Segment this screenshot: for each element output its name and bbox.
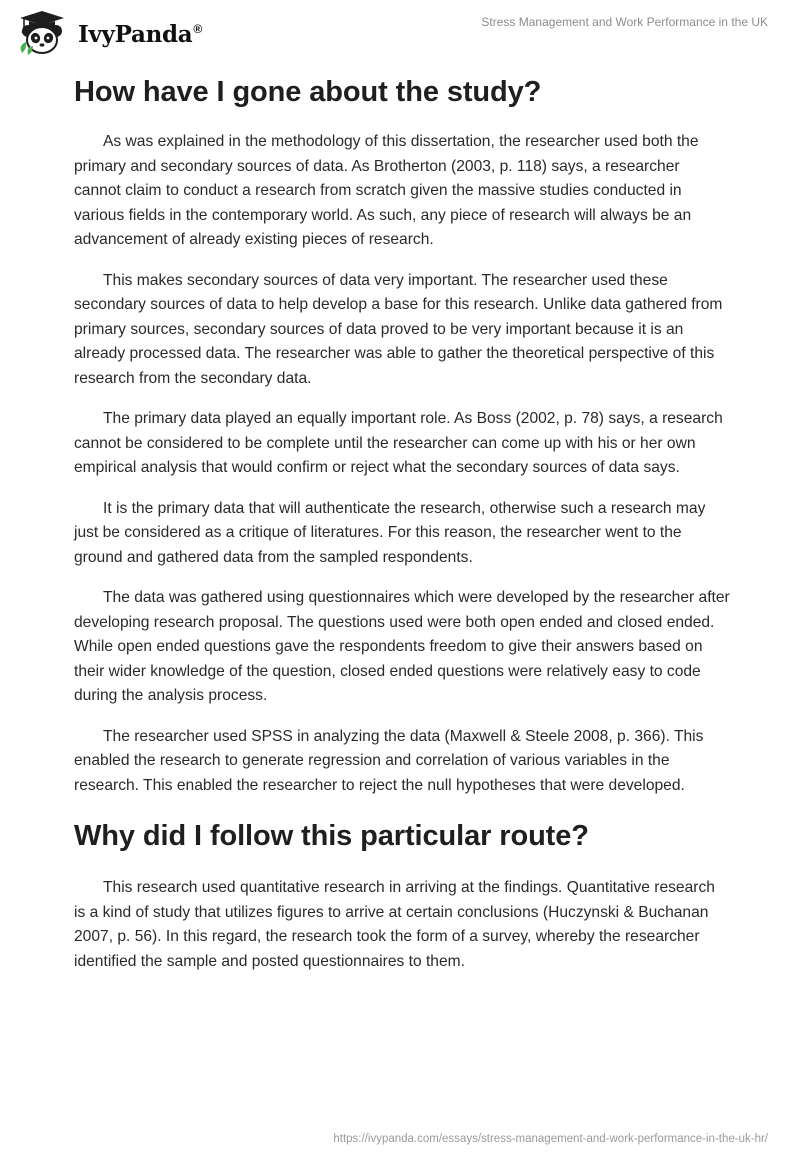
paragraph: This research used quantitative research in arriving at the findings. Quantitative research is a kind of study that utilizes figures to arrive at certain conclusions (Huczynski & Buchanan 2007, p. 56). In this regard, the research took the form of a survey, whereby the researcher identified the sample and posted questionnaires to them. bbox=[74, 879, 715, 970]
ivypanda-logo[interactable] bbox=[14, 8, 202, 58]
paragraph: As was explained in the methodology of this dissertation, the researcher used both the primary and secondary sources of data. As Brotherton (2003, p. 118) says, a researcher cannot claim to conduct a research from scratch given the massive studies conducted in various fields in the contemporary world. As such, any piece of research will always be an advancement of already existing pieces of research. bbox=[74, 133, 699, 248]
panda-graduate-icon bbox=[14, 9, 70, 57]
registered-mark: ® bbox=[193, 21, 202, 36]
section-heading-study: How have I gone about the study? bbox=[74, 76, 542, 108]
article-body bbox=[74, 68, 730, 990]
section-heading-route: Why did I follow this particular route? bbox=[74, 820, 589, 852]
paragraph: The primary data played an equally important role. As Boss (2002, p. 78) says, a research cannot be considered to be complete until the researcher can come up with his or her own empirical analysis that would confirm or reject what the secondary sources of data says. bbox=[74, 410, 723, 476]
paragraph: This makes secondary sources of data very important. The researcher used these secondary sources of data to help develop a base for this research. Unlike data gathered from primary sources, secondary sources of data proved to be very important because it is an already processed data. The researcher was able to gather the theoretical perspective of this research from the secondary data. bbox=[74, 271, 723, 387]
logo-wordmark: IvyPanda® bbox=[78, 20, 202, 48]
paragraph: The data was gathered using questionnaires which were developed by the researcher after developing research proposal. The questions used were both open ended and closed ended. While open ended questions gave the respondents freedom to give their answers based on their wider knowledge of the question, closed ended questions were relatively easy to code during the analysis process. bbox=[74, 589, 730, 704]
page-header bbox=[0, 0, 800, 66]
running-title: Stress Management and Work Performance in the UK bbox=[481, 15, 768, 29]
paragraph: It is the primary data that will authenticate the research, otherwise such a research may just be considered as a critique of literatures. For this reason, the researcher went to the ground and gathered data from the sampled respondents. bbox=[74, 499, 706, 566]
paragraph: The researcher used SPSS in analyzing the data (Maxwell & Steele 2008, p. 366). This enabled the research to generate regression and correlation of various variables in the research. This enabled the researcher to reject the null hypotheses that were developed. bbox=[74, 727, 704, 794]
source-url-link[interactable]: https://ivypanda.com/essays/stress-management-and-work-performance-in-the-uk-hr/ bbox=[333, 1133, 768, 1145]
